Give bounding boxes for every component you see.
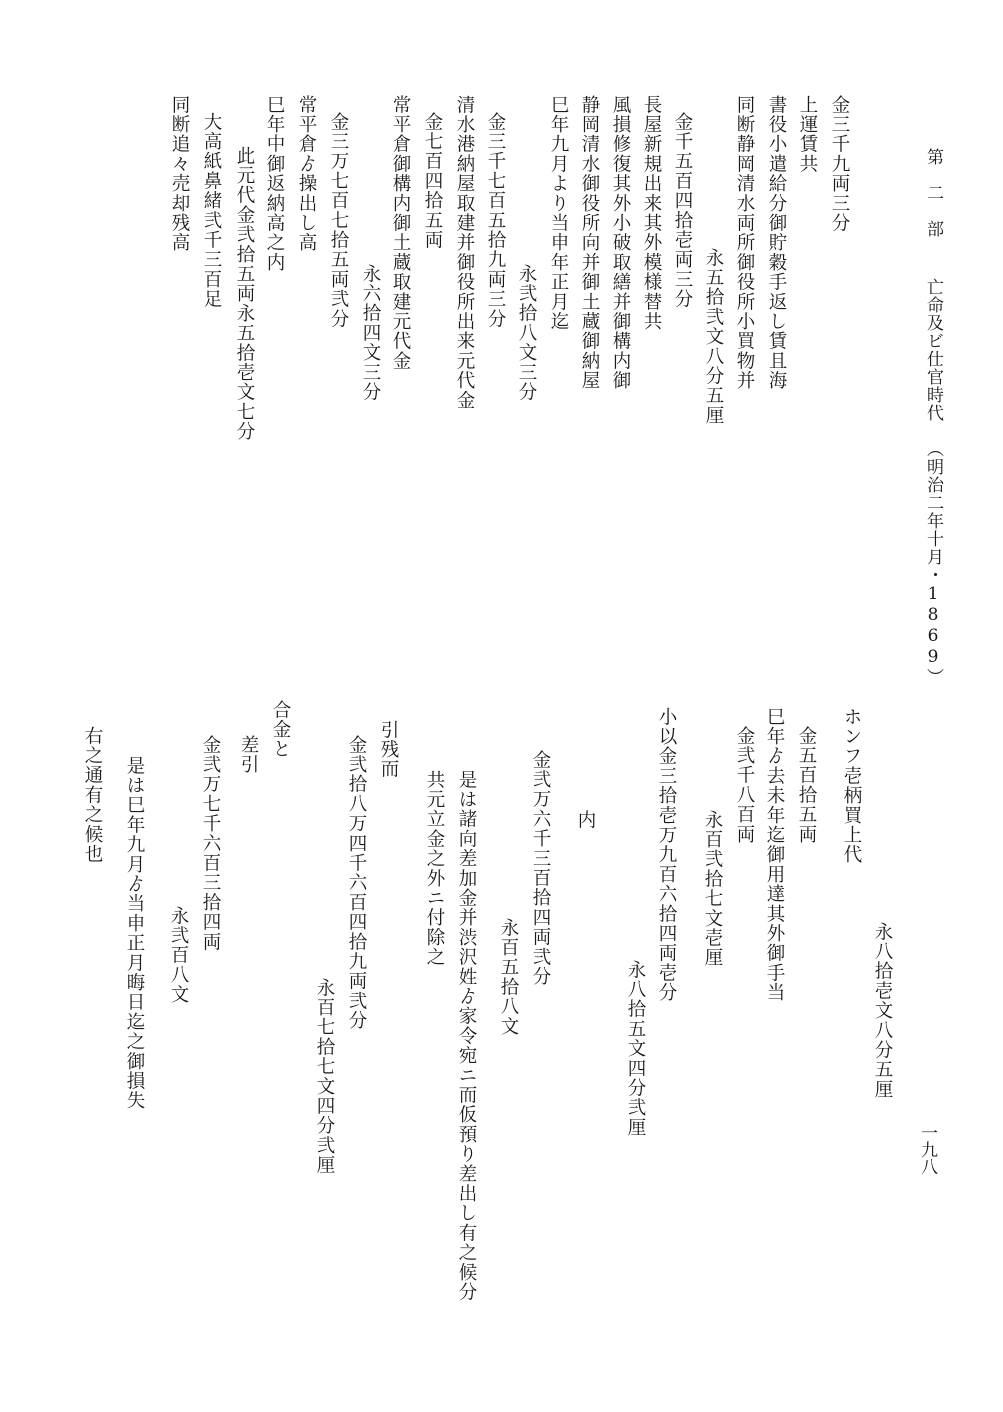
text-line: 金五百拾五両 bbox=[796, 726, 817, 845]
text-line: 永百七拾七文四分弐厘 bbox=[314, 978, 335, 1175]
text-line: 永六拾四文三分 bbox=[360, 264, 381, 402]
text-line: 此元代金弐拾五両永五拾壱文七分 bbox=[234, 146, 255, 442]
page-number: 一九八 bbox=[917, 1124, 937, 1175]
text-line: 金三千七百五拾九両三分 bbox=[485, 112, 506, 329]
text-line: 同断静岡清水両所御役所小買物并 bbox=[734, 95, 755, 391]
text-line: 巳年九月より当申年正月迄 bbox=[548, 95, 569, 332]
text-line: 差引 bbox=[238, 735, 259, 775]
text-line: 金弐拾八万四千六百四拾九両弐分 bbox=[346, 735, 367, 1031]
text-line: 右之通有之候也 bbox=[82, 726, 103, 864]
text-line: 大高紙鼻緒弐千三百足 bbox=[201, 112, 222, 309]
text-line: 常平倉ゟ操出し高 bbox=[296, 95, 317, 253]
text-line: 巳年ゟ去未年迄御用達其外御手当 bbox=[764, 707, 785, 1003]
text-line: 金三万七百七拾五両弐分 bbox=[328, 112, 349, 329]
text-line: 金弐万六千三百拾四両弐分 bbox=[530, 750, 551, 987]
text-line: 永弐百八文 bbox=[168, 906, 189, 1005]
text-line: 静岡清水御役所向并御土蔵御納屋 bbox=[579, 95, 600, 391]
text-line: 是は巳年九月ゟ当申正月晦日迄之御損失 bbox=[124, 756, 145, 1111]
running-header bbox=[924, 148, 941, 686]
text-line: 引残而 bbox=[378, 720, 399, 780]
text-line: 金弐千八百両 bbox=[734, 726, 755, 845]
text-line: 上運賃共 bbox=[797, 95, 818, 174]
text-line: 合金と bbox=[270, 700, 291, 760]
text-line: 清水港納屋取建并御役所出来元代金 bbox=[454, 95, 475, 411]
text-line: 金七百四拾五両 bbox=[422, 112, 443, 250]
text-line: 巳年中御返納高之内 bbox=[264, 95, 285, 273]
text-line: 風損修復其外小破取繕并御構内御 bbox=[610, 95, 631, 391]
text-line: 永弐拾八文三分 bbox=[516, 264, 537, 402]
text-line: 金千五百四拾壱両三分 bbox=[672, 112, 693, 309]
text-line: 永八拾五文四分弐厘 bbox=[625, 960, 646, 1138]
text-line: 小以金三拾壱万九百六拾四両壱分 bbox=[656, 707, 677, 1003]
header-part: 第 二 部 bbox=[923, 148, 943, 238]
text-line: 永百五拾八文 bbox=[498, 918, 519, 1037]
text-line: 永百弐拾七文壱厘 bbox=[702, 810, 723, 968]
text-line: 是は諸向差加金并渋沢姓ゟ家令宛ニ而仮預り差出し有之候分 bbox=[456, 770, 477, 1302]
text-line: 同断追々売却残高 bbox=[169, 95, 190, 253]
text-line: 共元立金之外ニ付除之 bbox=[424, 770, 445, 967]
text-line: 常平倉御構内御土蔵取建元代金 bbox=[390, 95, 411, 371]
text-line: 永八拾壱文八分五厘 bbox=[872, 922, 893, 1100]
header-title: 亡命及ビ仕官時代 bbox=[923, 278, 943, 422]
text-line: 金三千九両三分 bbox=[829, 95, 850, 233]
text-line: ホンフ壱柄買上代 bbox=[841, 707, 862, 865]
header-date: （明治二年十月・1869） bbox=[923, 440, 943, 686]
text-line: 書役小遣給分御貯穀手返し賃且海 bbox=[766, 95, 787, 391]
text-line: 金弐万七千六百三拾四両 bbox=[200, 735, 221, 952]
text-line: 内 bbox=[575, 810, 596, 830]
text-line: 長屋新規出来其外模様替共 bbox=[641, 95, 662, 332]
text-line: 永五拾弐文八分五厘 bbox=[703, 248, 724, 426]
